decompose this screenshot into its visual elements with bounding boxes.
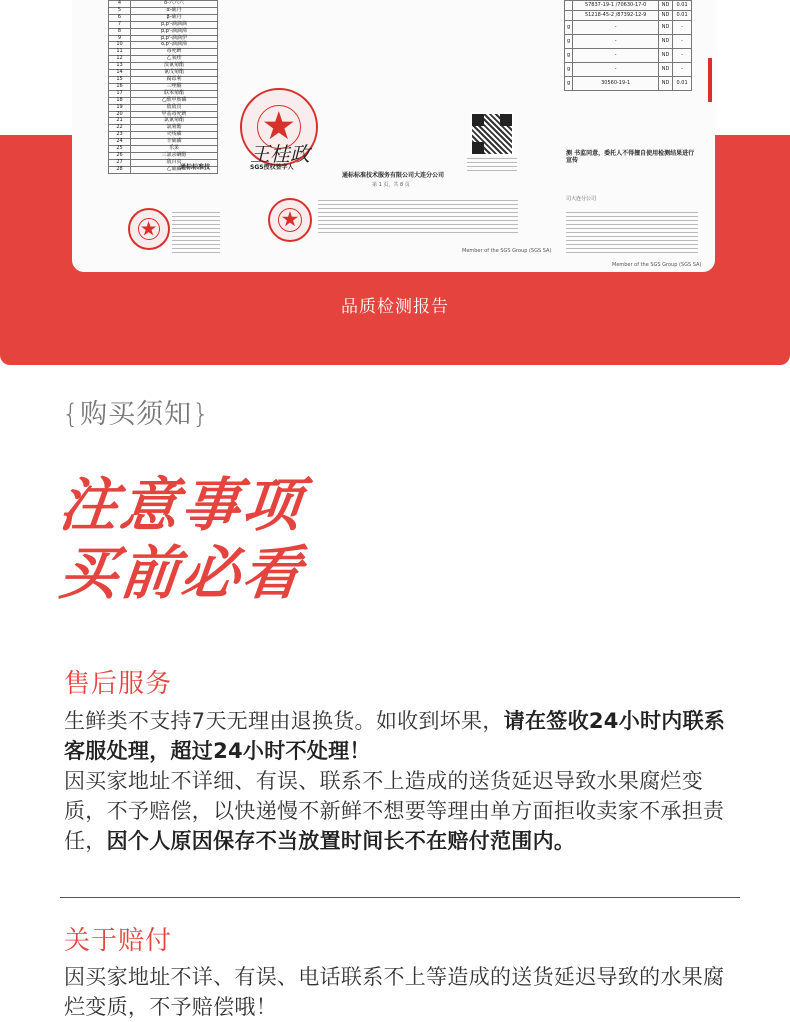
report-cell: 30560-19-1 [573, 77, 659, 91]
report-cell: 灭线磷 [131, 132, 218, 139]
report-cell: β-硫丹 [131, 14, 218, 21]
report-cell: 19 [109, 104, 131, 111]
report-cell: 腐霉利 [131, 76, 218, 83]
report-cell: 6 [109, 14, 131, 21]
report-left-row [109, 28, 218, 35]
title-line-1: 注意事项 [55, 471, 308, 539]
report-cell: 敌百虫 [131, 159, 218, 166]
report-cell: 15 [109, 76, 131, 83]
report-left-row [109, 152, 218, 159]
official-seal-icon [128, 208, 170, 250]
report-cell: 毒死蜱 [131, 49, 218, 56]
report-cell: 联苯菊酯 [131, 90, 218, 97]
report-cell: - [573, 21, 659, 35]
report-cell: ND [659, 77, 673, 91]
report-cell: 0.01 [673, 77, 692, 91]
report-cell: 三唑酮 [131, 83, 218, 90]
report-cell: g [565, 21, 573, 35]
report-cell: 14 [109, 70, 131, 77]
report-cell: 三氯杀螨醇 [131, 152, 218, 159]
after-sales-p2: 因买家地址不详细、有误、联系不上造成的送货延迟导致水果腐烂变质，不予赔偿，以快递慢不新鲜不想要等理由单方面拒收卖家不承担责任， [64, 769, 725, 853]
report-cell: g [565, 77, 573, 91]
section-tag: {购买须知} [62, 399, 211, 430]
report-left-row [109, 97, 218, 104]
test-seal-icon [268, 198, 312, 242]
report-cell: p,p'-滴滴涕 [131, 28, 218, 35]
report-right-note: 测 书监同意，委托人不得擅自使用检测结果进行宣传 [566, 150, 695, 164]
report-cell: 溴氰菊酯 [131, 63, 218, 70]
report-cell: ND [659, 35, 673, 49]
after-sales-p1: 生鲜类不支持7天无理由退换货。如收到坏果， [64, 709, 504, 733]
report-cell: 0.01 [673, 11, 692, 21]
report-cell: 乙氧喹 [131, 56, 218, 63]
report-cell: 51218-45-2 /87392-12-9 [573, 11, 659, 21]
report-left-row [109, 118, 218, 125]
report-left-row [109, 42, 218, 49]
report-cell: g [565, 63, 573, 77]
report-cell: ND [659, 63, 673, 77]
report-cell: o,p'-滴滴涕 [131, 42, 218, 49]
section-divider [60, 897, 740, 898]
after-sales-p2-bold: 因个人原因保存不当放置时间长不在赔付范围内。 [106, 829, 576, 853]
report-cell: ND [659, 21, 673, 35]
report-cell: ND [659, 1, 673, 11]
report-left-row [109, 56, 218, 63]
report-left-row [109, 49, 218, 56]
report-right-fine-print [566, 212, 698, 254]
report-cell: - [673, 35, 692, 49]
after-sales-paragraph [64, 706, 744, 856]
report-cell: p,p'-滴滴伊 [131, 35, 218, 42]
report-cell: - [573, 35, 659, 49]
compensation-paragraph: 因买家地址不详、有误、电话联系不上等造成的送货延迟导致的水果腐烂变质，不予赔偿哦！ [64, 965, 725, 1019]
report-cell: 18 [109, 97, 131, 104]
report-right-row [565, 1, 692, 11]
report-right-row [565, 49, 692, 63]
report-cell: ND [659, 11, 673, 21]
report-cell: 11 [109, 49, 131, 56]
report-cell: ND [659, 49, 673, 63]
report-cell: 0.01 [673, 1, 692, 11]
report-right-row [565, 21, 692, 35]
report-cell: 23 [109, 132, 131, 139]
report-branch-note: 司大连分公司 [566, 196, 597, 202]
report-left-row [109, 76, 218, 83]
report-cell: 24 [109, 139, 131, 146]
report-cell: - [573, 63, 659, 77]
report-cell: - [673, 21, 692, 35]
report-member-line: Member of the SGS Group (SGS SA) [462, 248, 552, 254]
report-cell: 氰戊菊酯 [131, 70, 218, 77]
red-edge [708, 58, 712, 102]
report-fine-print [172, 212, 220, 256]
report-cell: 17 [109, 90, 131, 97]
report-cell: 乐果 [131, 146, 218, 153]
report-cell: 4 [109, 1, 131, 8]
report-cell: 16 [109, 83, 131, 90]
report-cell: - [573, 49, 659, 63]
compensation-title: 关于赔付 [64, 926, 173, 956]
report-cell: 20 [109, 111, 131, 118]
report-cell: 12 [109, 56, 131, 63]
report-cell: 57837-19-1 /70630-17-0 [573, 1, 659, 11]
report-terms-text [318, 200, 518, 236]
report-left-row [109, 132, 218, 139]
report-left-row [109, 139, 218, 146]
report-cell: p,p'-滴滴滴 [131, 21, 218, 28]
report-right-row [565, 63, 692, 77]
report-cell [565, 11, 573, 21]
report-left-row [109, 1, 218, 8]
title-line-2: 买前必看 [55, 539, 308, 607]
report-cell: 氯菊酯 [131, 125, 218, 132]
report-cell: 氯氰菊酯 [131, 118, 218, 125]
report-cell: g [565, 49, 573, 63]
report-cell: 敌敌畏 [131, 104, 218, 111]
report-cell: 5 [109, 7, 131, 14]
report-left-row [109, 104, 218, 111]
signature: 王桂政 [250, 142, 310, 166]
qr-code-icon [472, 114, 512, 154]
signer-label: SGS授权签字人 [250, 164, 294, 171]
report-cell: 26 [109, 152, 131, 159]
report-right-row [565, 77, 692, 91]
report-caption: 品质检测报告 [341, 297, 449, 317]
report-left-row [109, 70, 218, 77]
report-section [0, 0, 790, 365]
report-right-member: Member of the SGS Group (SGS SA) [612, 262, 702, 268]
report-left-row [109, 63, 218, 70]
inspection-report-image [72, 0, 715, 272]
report-left-row [109, 83, 218, 90]
report-table-left [108, 0, 218, 174]
report-cell: 21 [109, 118, 131, 125]
report-right-row [565, 11, 692, 21]
report-left-row [109, 7, 218, 14]
report-cell: - [673, 63, 692, 77]
report-cell: 25 [109, 146, 131, 153]
report-cell: 22 [109, 125, 131, 132]
report-cell: 13 [109, 63, 131, 70]
report-company-line: 通标标准技术服务有限公司大连分公司 [342, 172, 445, 179]
report-cell: - [673, 49, 692, 63]
report-note-left: 通标标准技 [180, 164, 211, 171]
report-right-row [565, 35, 692, 49]
after-sales-title: 售后服务 [64, 669, 173, 699]
report-cell: 8 [109, 28, 131, 35]
report-cell: 10 [109, 42, 131, 49]
report-cell: 27 [109, 159, 131, 166]
report-cell: 9 [109, 35, 131, 42]
report-cell: 7 [109, 21, 131, 28]
report-left-row [109, 125, 218, 132]
report-cell: g [565, 35, 573, 49]
report-cell: 甲基毒死蜱 [131, 111, 218, 118]
report-cell: 乙酰甲胺磷 [131, 97, 218, 104]
report-cell: 辛硫磷 [131, 139, 218, 146]
report-left-row [109, 111, 218, 118]
report-table-right [564, 0, 692, 91]
report-page-line: 第 1 页，共 8 页 [372, 182, 410, 188]
report-cell: 28 [109, 166, 131, 173]
after-sales-p1-bold: 请在签收24小时内联系客服处理，超过24小时不处理！ [64, 709, 726, 763]
report-cell [565, 1, 573, 11]
report-cell: δ-六六六 [131, 1, 218, 8]
report-cell: α-硫丹 [131, 7, 218, 14]
qr-caption [467, 158, 517, 172]
report-cell: 乙硫磷 [131, 166, 218, 173]
